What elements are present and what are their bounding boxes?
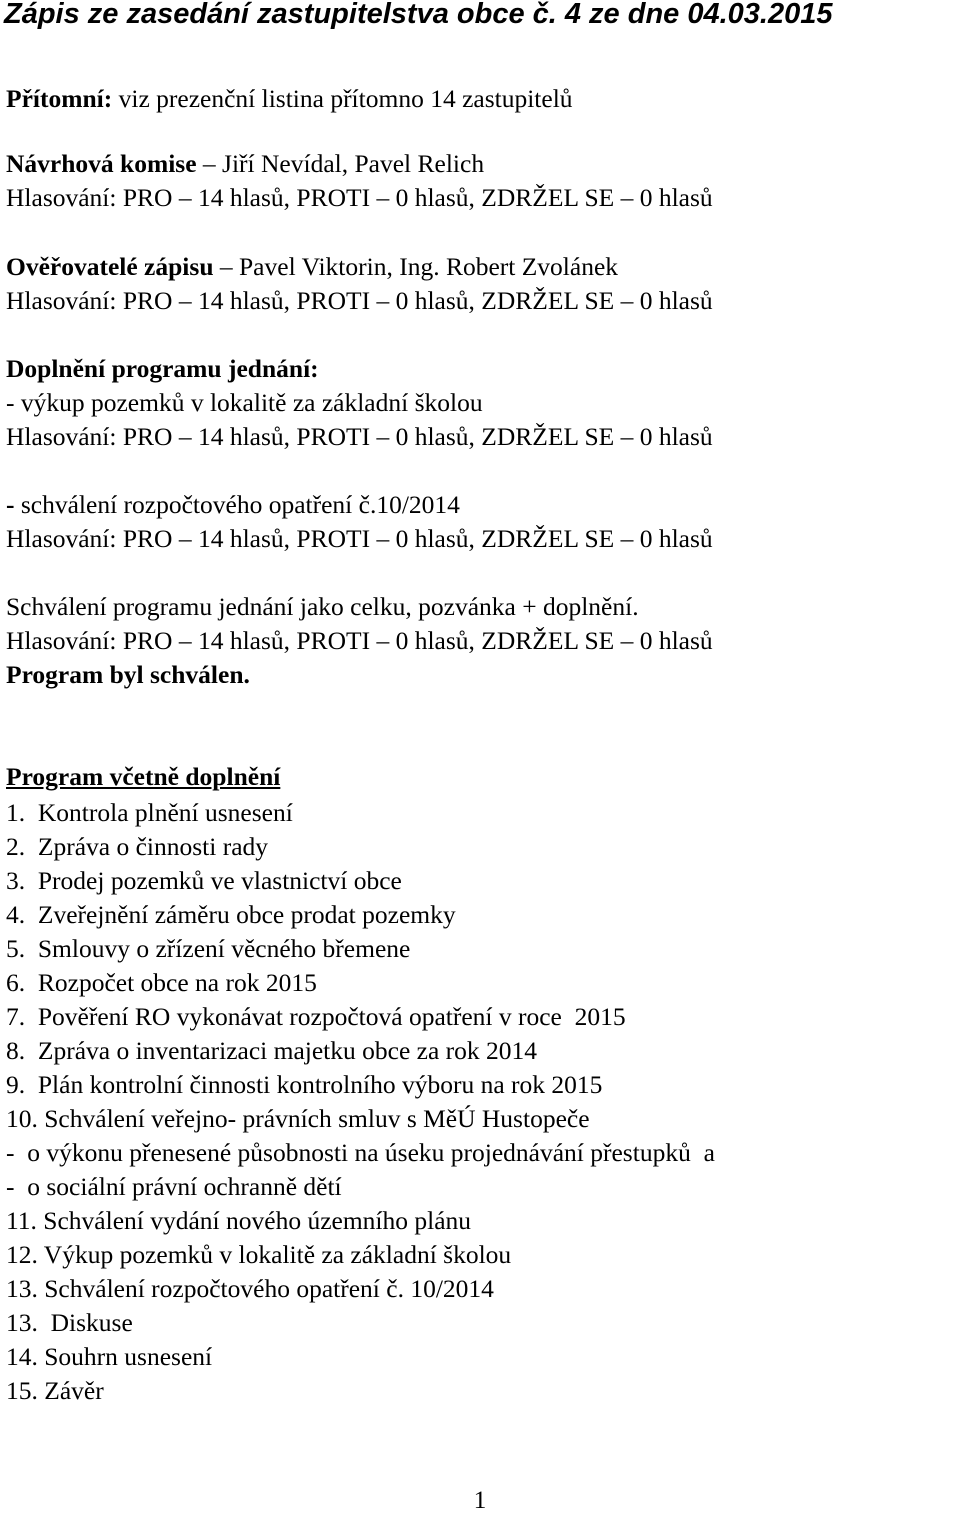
supplement-item-2 — [6, 488, 460, 522]
approval-vote: Hlasování: PRO – 14 hlasů, PROTI – 0 hlasů, ZDRŽEL SE – 0 hlasů — [6, 626, 713, 655]
present-text: viz prezenční listina přítomno 14 zastupitelů — [112, 84, 573, 113]
program-item: 12. Výkup pozemků v lokalitě za základní školou — [6, 1240, 512, 1269]
supplement-item-1: - výkup pozemků v lokalitě za základní školou — [6, 388, 483, 417]
verifiers-label: Ověřovatelé zápisu — [6, 252, 214, 281]
program-item: 8. Zpráva o inventarizaci majetku obce za rok 2014 — [6, 1036, 538, 1065]
present-label: Přítomní: — [6, 84, 113, 113]
program-item: 15. Závěr — [6, 1376, 104, 1405]
proposal-committee-vote: Hlasování: PRO – 14 hlasů, PROTI – 0 hlasů, ZDRŽEL SE – 0 hlasů — [6, 183, 713, 212]
verifiers-vote: Hlasování: PRO – 14 hlasů, PROTI – 0 hlasů, ZDRŽEL SE – 0 hlasů — [6, 286, 713, 315]
supplement-item-2-dash: - — [6, 490, 21, 519]
verifiers-line — [6, 250, 618, 284]
program-item: 5. Smlouvy o zřízení věcného břemene — [6, 934, 411, 963]
program-item: 13. Schválení rozpočtového opatření č. 10/2014 — [6, 1274, 494, 1303]
supplement-vote-2: Hlasování: PRO – 14 hlasů, PROTI – 0 hlasů, ZDRŽEL SE – 0 hlasů — [6, 524, 713, 553]
present-line — [6, 82, 573, 116]
document-title: Zápis ze zasedání zastupitelstva obce č. 4 ze dne 04.03.2015 — [4, 0, 833, 30]
approval-text: Schválení programu jednání jako celku, pozvánka + doplnění. — [6, 592, 639, 621]
supplement-item-2-text: schválení rozpočtového opatření č.10/2014 — [20, 490, 460, 519]
program-item: 9. Plán kontrolní činnosti kontrolního výboru na rok 2015 — [6, 1070, 603, 1099]
verifiers-text: – Pavel Viktorin, Ing. Robert Zvolánek — [213, 252, 619, 281]
proposal-committee-label: Návrhová komise — [6, 149, 197, 178]
program-item: 1. Kontrola plnění usnesení — [6, 798, 293, 827]
program-item: 3. Prodej pozemků ve vlastnictví obce — [6, 866, 402, 895]
program-item: 7. Pověření RO vykonávat rozpočtová opatření v roce 2015 — [6, 1002, 626, 1031]
program-item: 11. Schválení vydání nového územního plánu — [6, 1206, 472, 1235]
page-number: 1 — [473, 1485, 487, 1514]
proposal-committee-line — [6, 147, 484, 181]
approval-result: Program byl schválen. — [6, 660, 250, 689]
supplement-vote-1: Hlasování: PRO – 14 hlasů, PROTI – 0 hlasů, ZDRŽEL SE – 0 hlasů — [6, 422, 713, 451]
supplement-label: Doplnění programu jednání: — [6, 354, 319, 383]
program-subitem: - o sociální právní ochranně dětí — [6, 1172, 342, 1201]
program-item: 6. Rozpočet obce na rok 2015 — [6, 968, 317, 997]
program-item: 4. Zveřejnění záměru obce prodat pozemky — [6, 900, 456, 929]
program-subitem: - o výkonu přenesené působnosti na úseku projednávání přestupků a — [6, 1138, 715, 1167]
program-item: 13. Diskuse — [6, 1308, 133, 1337]
proposal-committee-text: – Jiří Nevídal, Pavel Relich — [196, 149, 485, 178]
program-item: 2. Zpráva o činnosti rady — [6, 832, 269, 861]
program-heading: Program včetně doplnění — [6, 762, 281, 791]
program-item: 14. Souhrn usnesení — [6, 1342, 213, 1371]
program-item: 10. Schválení veřejno- právních smluv s MěÚ Hustopeče — [6, 1104, 590, 1133]
